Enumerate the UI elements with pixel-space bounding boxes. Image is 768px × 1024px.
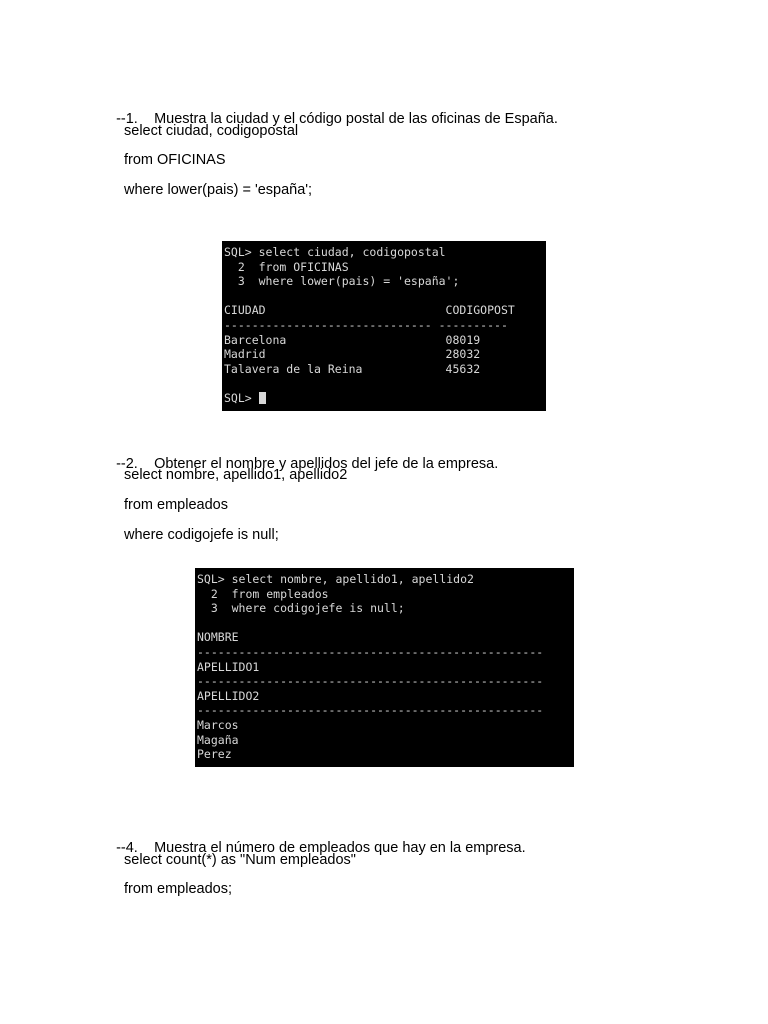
terminal-1-line: SQL> select ciudad, codigopostal bbox=[224, 245, 446, 259]
question-2-text: Obtener el nombre y apellidos del jefe de la empresa. bbox=[154, 456, 499, 472]
question-1-text: Muestra la ciudad y el código postal de las oficinas de España. bbox=[154, 111, 558, 127]
terminal-1-line: 3 where lower(pais) = 'españa'; bbox=[224, 274, 460, 289]
terminal-1-line: Talavera de la Reina 45632 bbox=[224, 361, 481, 376]
terminal-2-line: -------------------------------------------------- bbox=[197, 703, 544, 718]
terminal-1-line: 2 from OFICINAS bbox=[224, 259, 349, 274]
question-4-number: --4. bbox=[116, 840, 138, 856]
terminal-1-line bbox=[224, 289, 546, 304]
terminal-2-line: NOMBRE bbox=[197, 630, 239, 645]
terminal-2-line: 2 from empleados bbox=[197, 586, 329, 601]
sql-terminal-screenshot-2 bbox=[195, 568, 574, 767]
terminal-2-line bbox=[197, 616, 574, 631]
terminal-2-line: APELLIDO1 bbox=[197, 659, 260, 674]
question-1-sql-line-3: where lower(pais) = 'españa'; bbox=[124, 182, 313, 198]
question-4-sql-line-1: select count(*) as "Num empleados" bbox=[124, 852, 356, 868]
terminal-1-prompt-line bbox=[224, 391, 546, 406]
terminal-2-line: APELLIDO2 bbox=[197, 688, 260, 703]
question-2-sql-line-2: from empleados bbox=[124, 497, 228, 513]
terminal-1-line: Madrid 28032 bbox=[224, 347, 481, 362]
terminal-2-line: SQL> select nombre, apellido1, apellido2 bbox=[197, 572, 474, 586]
terminal-1-line: Barcelona 08019 bbox=[224, 332, 481, 347]
question-4-sql-line-2: from empleados; bbox=[124, 881, 232, 897]
terminal-2-line: -------------------------------------------------- bbox=[197, 674, 544, 689]
question-2-number: --2. bbox=[116, 456, 138, 472]
cursor-icon bbox=[259, 392, 266, 404]
question-2-sql-line-3: where codigojefe is null; bbox=[124, 527, 279, 543]
terminal-2-line: -------------------------------------------------- bbox=[197, 644, 544, 659]
terminal-2-line: Perez bbox=[197, 747, 232, 762]
question-2-sql-line-1: select nombre, apellido1, apellido2 bbox=[124, 467, 348, 483]
terminal-1-line: ------------------------------ ---------- bbox=[224, 317, 508, 332]
question-1-sql-line-2: from OFICINAS bbox=[124, 152, 226, 168]
terminal-1-line bbox=[224, 376, 546, 391]
question-1-sql-line-1: select ciudad, codigopostal bbox=[124, 123, 299, 139]
terminal-1-prompt: SQL> bbox=[224, 390, 259, 405]
terminal-1-line: CIUDAD CODIGOPOST bbox=[224, 303, 515, 318]
terminal-2-line: Marcos bbox=[197, 717, 239, 732]
terminal-2-line: 3 where codigojefe is null; bbox=[197, 601, 405, 616]
sql-terminal-screenshot-1 bbox=[222, 241, 546, 411]
question-1-number: --1. bbox=[116, 111, 138, 127]
terminal-2-line: Magaña bbox=[197, 732, 239, 747]
question-4-text: Muestra el número de empleados que hay en la empresa. bbox=[154, 840, 526, 856]
